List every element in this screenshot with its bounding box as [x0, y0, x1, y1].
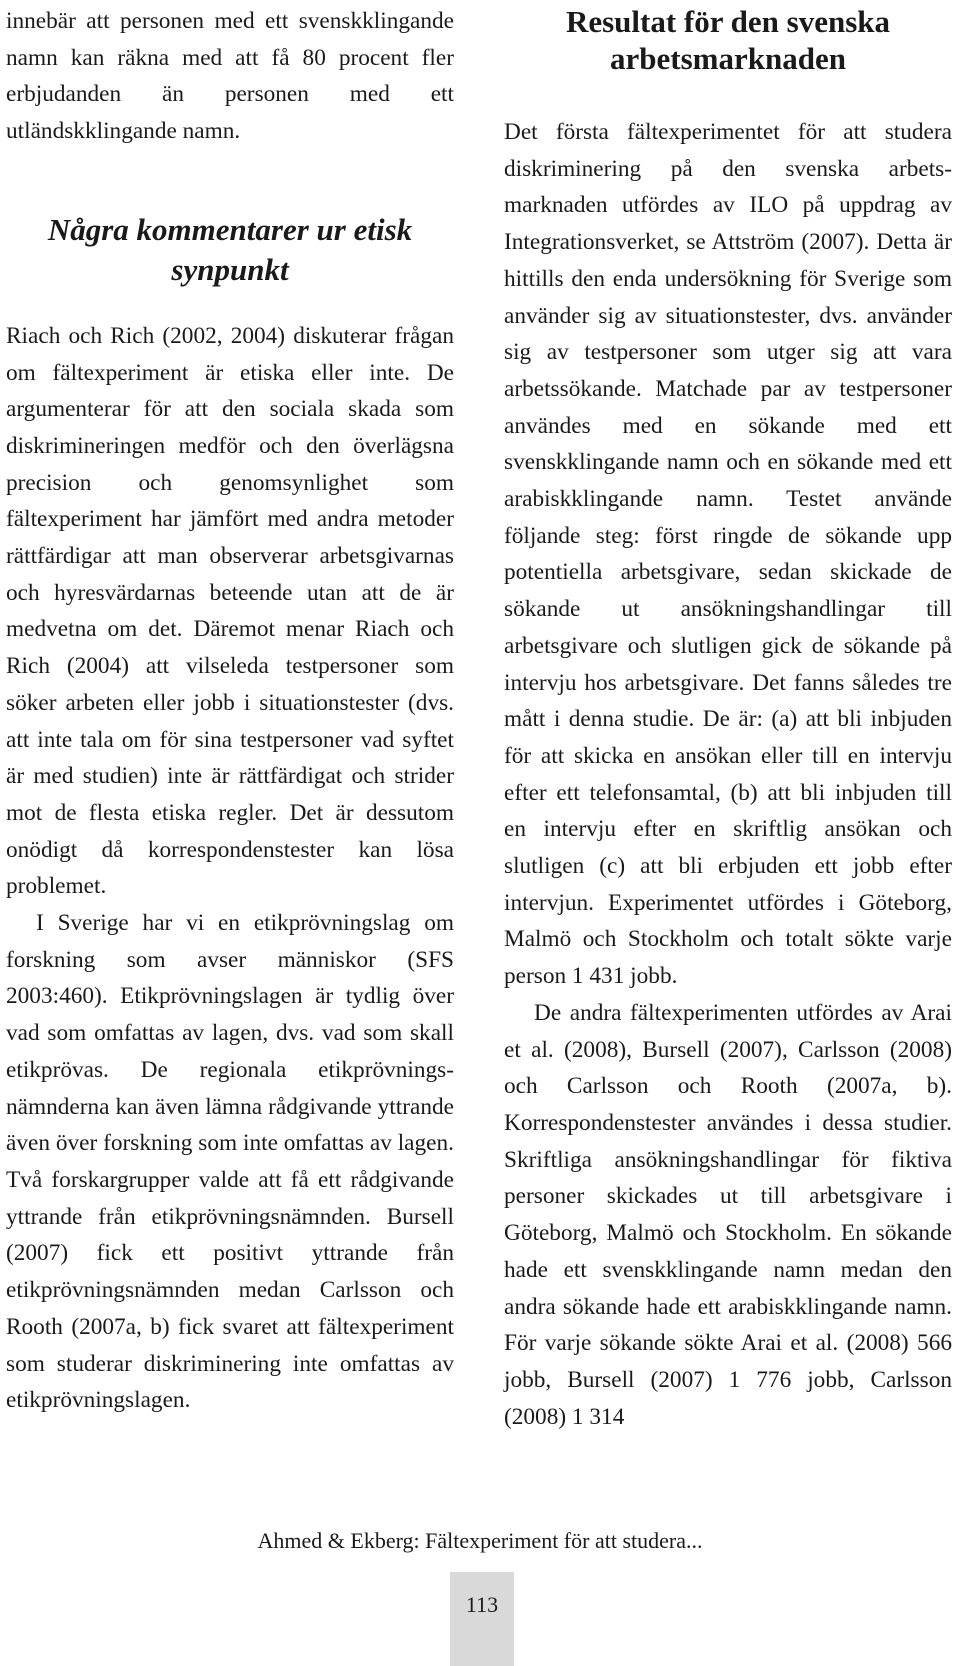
section-heading-results: Resultat för den svenska arbetsmarknaden: [565, 4, 891, 76]
page-number: 113: [465, 1592, 499, 1617]
ethics-paragraph-2: I Sverige har vi en etikprövningslag om forskning som avser människor (SFS 2003:460). Etikprövningslagen är tydlig över vad som omfattas av lagen, dvs. vad som skall etikprövas. De regionala etikprövningsnämnderna kan även lämna rådgivande yttrande även över forskning som inte omfattas av lagen. Två forskargrupper valde att få ett rådgivande yttrande från etikprövningsnämnden. Bursell (2007) fick ett positivt yttrande från etikprövningsnämnden medan Carlsson och Rooth (2007a, b) fick svaret att fältexperiment som studerar diskriminering inte omfattas av etikprövningslagen.: [6, 910, 454, 1414]
intro-paragraph: innebär att personen med ett svenskklingande namn kan räkna med att få 80 procent fler erbjudanden än personen med ett utländskklingande namn.: [6, 8, 454, 145]
results-paragraph-1: Det första fältexperimentet för att studera diskriminering på den svenska arbetsmarknaden utfördes av ILO på uppdrag av Integrationsverket, se Attström (2007). Detta är hittills den enda undersökning för Sverige som använder sig av situationstester, dvs. använder sig av testpersoner som utger sig att vara arbetssökande. Matchade par av testpersoner användes med en sökande med ett svenskklingande namn och en sökande med ett arabiskklingande namn. Testet använde följande steg: först ringde de sökande upp potentiella arbetsgivare, sedan skickade de sökande ut ansökningshandlingar till arbetsgivare och slutligen gick de sökande på intervju hos arbetsgivare. Det fanns således tre mått i denna studie. De är: (a) att bli inbjuden för att skicka en ansökan eller till en intervju efter ett telefonsamtal, (b) att bli inbjuden till en intervju efter en skriftlig ansökan och slutligen (c) att bli erbjuden ett jobb efter intervjun. Experimentet utfördes i Göteborg, Malmö och Stockholm och totalt sökte varje person 1 431 jobb.: [504, 119, 952, 990]
results-paragraph-2: De andra fältexperimenten utfördes av Arai et al. (2008), Bursell (2007), Carlsson (2008) och Carlsson och Rooth (2007a, b). Korrespondenstester användes i dessa studier. Skriftliga ansökningshandlingar för fiktiva personer skickades ut till arbetsgivare i Göteborg, Malmö och Stockholm. En sökande hade ett svenskklingande namn medan den andra sökande hade ett arabiskklingande namn. För varje sökande sökte Arai et al. (2008) 566 jobb, Bursell (2007) 1 776 jobb, Carlsson (2008) 1 314: [504, 999, 952, 1430]
page-number-box: [450, 1572, 514, 1666]
running-footer: Ahmed & Ekberg: Fältexperiment för att studera...: [257, 1528, 703, 1553]
ethics-paragraph-1: Riach och Rich (2002, 2004) diskuterar frågan om fältexperiment är etiska eller inte. De argumenterar för att den sociala skada som diskrimineringen medför och den överlägsna precision och genomsynlighet som fältexperiment har jämfört med andra metoder rättfärdigar att man observerar arbetsgivarnas och hyresvärdarnas beteende utan att de är medvetna om det. Däremot menar Riach och Rich (2004) att vilseleda testpersoner som söker arbeten eller jobb i situationstester (dvs. att inte tala om för sina testpersoner vad syftet är med studien) inte är rättfärdigat och strider mot de flesta etiska regler. Det är dessutom onödigt då korrespondenstester kan lösa problemet.: [6, 322, 454, 900]
section-heading-ethics: Några kommentarer ur etisk synpunkt: [47, 211, 413, 287]
left-column: [6, 0, 454, 1419]
right-column: [504, 0, 952, 1435]
